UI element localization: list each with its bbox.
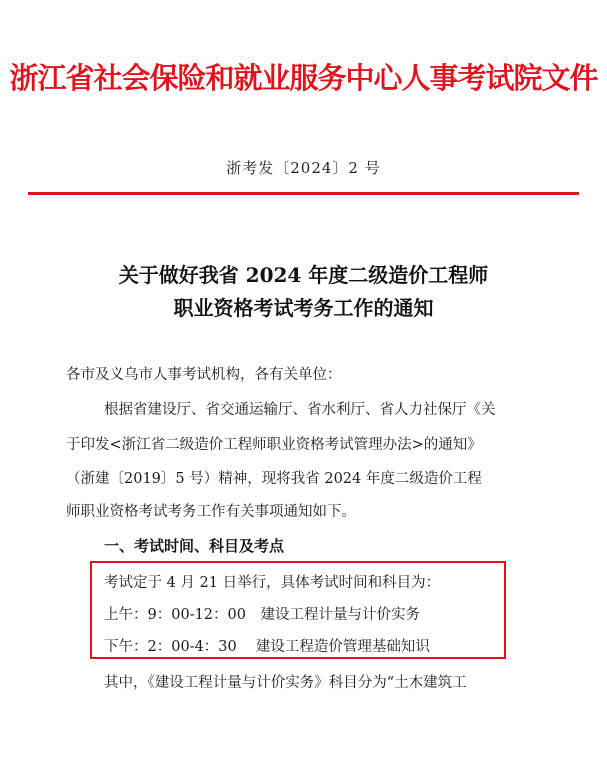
document-header-title: 浙江省社会保险和就业服务中心人事考试院文件 — [9, 61, 598, 95]
paragraph-2-line-1: 其中，《建设工程计量与计价实务》科目分为“土木建筑工 — [104, 675, 467, 691]
paragraph-1-line-2: 于印发<浙江省二级造价工程师职业资格考试管理办法>的通知》 — [66, 437, 482, 453]
addressee: 各市及义乌市人事考试机构，各有关单位： — [66, 367, 342, 383]
exam-schedule-afternoon: 下午：2：00-4：30 建设工程造价管理基础知识 — [104, 639, 430, 655]
paragraph-1-line-4: 师职业资格考试考务工作有关事项通知如下。 — [66, 504, 356, 520]
paragraph-1-line-3: （浙建〔2019〕5 号）精神，现将我省 2024 年度二级造价工程 — [66, 471, 482, 487]
red-divider-line — [28, 192, 579, 195]
notice-title-line-1: 关于做好我省 2024 年度二级造价工程师 — [118, 263, 489, 287]
exam-schedule-morning: 上午：9：00-12：00 建设工程计量与计价实务 — [104, 607, 420, 623]
section-1-heading: 一、考试时间、科目及考点 — [104, 537, 285, 555]
exam-schedule-intro: 考试定于 4 月 21 日举行，具体考试时间和科目为： — [104, 575, 441, 591]
document-number: 浙考发〔2024〕2 号 — [226, 159, 381, 177]
paragraph-1-line-1: 根据省建设厅、省交通运输厅、省水利厅、省人力社保厅《关 — [104, 402, 496, 418]
notice-title-line-2: 职业资格考试考务工作的通知 — [173, 296, 434, 320]
